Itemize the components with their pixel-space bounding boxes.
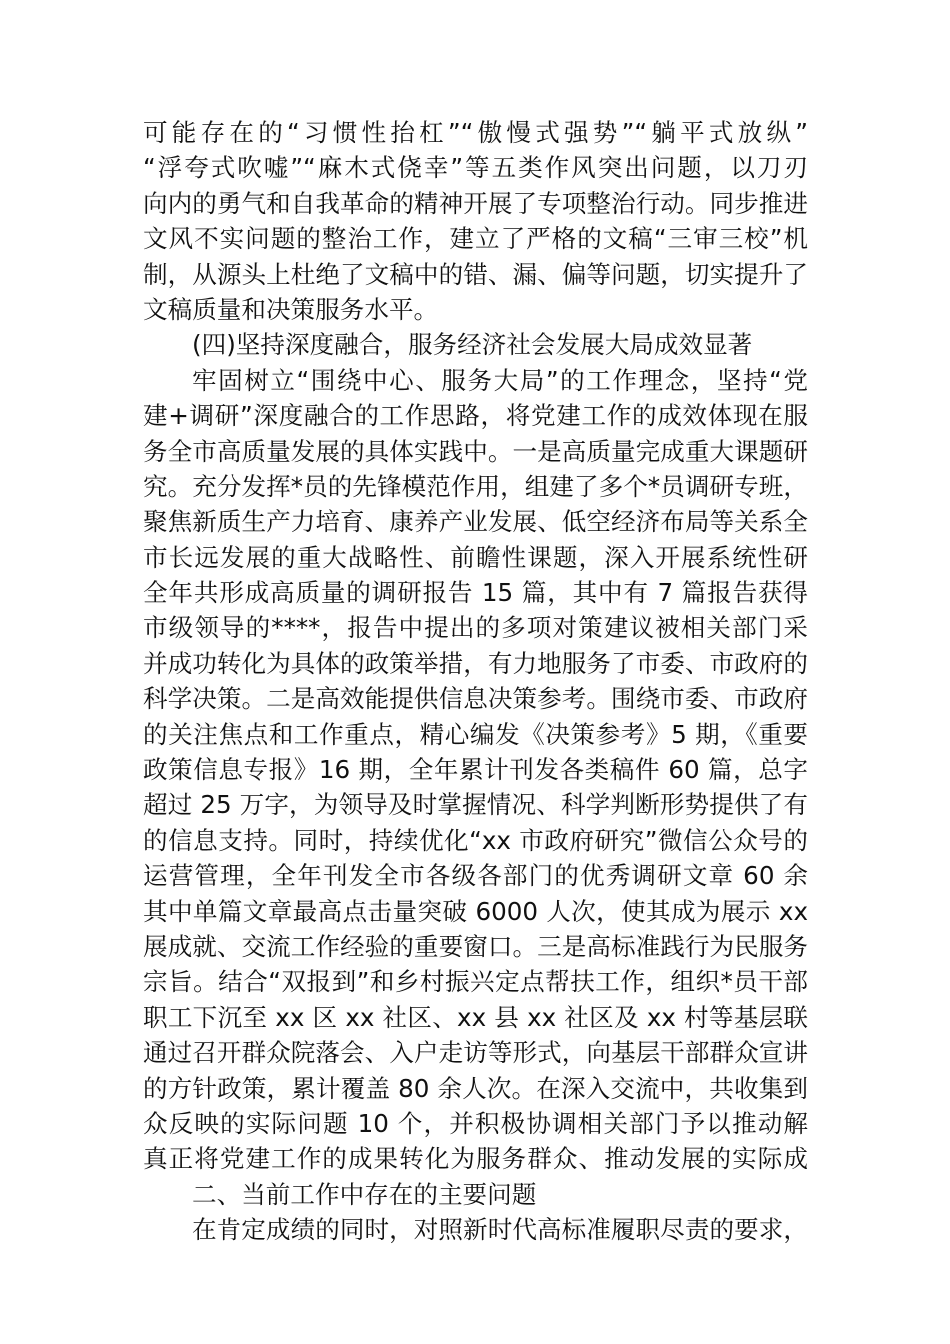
text-line: 聚焦新质生产力培育、康养产业发展、低空经济布局等关系全 (143, 507, 808, 537)
text-line: 职工下沉至 xx 区 xx 社区、xx 县 xx 社区及 xx 村等基层联 (143, 1002, 808, 1032)
text-line: 在肯定成绩的同时，对照新时代高标准履职尽责的要求， (192, 1215, 808, 1245)
text-line: 其中单篇文章最高点击量突破 6000 人次，使其成为展示 xx (143, 896, 808, 926)
text-line: 运营管理，全年刊发全市各级各部门的优秀调研文章 60 余 (143, 861, 808, 891)
text-line: 的关注焦点和工作重点，精心编发《决策参考》5 期，《重要 (143, 719, 808, 749)
text-line: 通过召开群众院落会、入户走访等形式，向基层干部群众宣讲 (143, 1038, 808, 1068)
text-line: 政策信息专报》16 期，全年累计刊发各类稿件 60 篇，总字 (143, 755, 808, 785)
text-line: 市长远发展的重大战略性、前瞻性课题，深入开展系统性研 (143, 542, 808, 572)
text-line: 文稿质量和决策服务水平。 (143, 294, 439, 324)
document-body (143, 115, 808, 1248)
text-line: 众反映的实际问题 10 个，并积极协调相关部门予以推动解 (143, 1108, 808, 1138)
text-line: 宗旨。结合“双报到”和乡村振兴定点帮扶工作，组织*员干部 (143, 967, 808, 997)
text-line: 可能存在的“习惯性抬杠”“傲慢式强势”“躺平式放纵” (143, 118, 808, 147)
text-line: 真正将党建工作的成果转化为服务群众、推动发展的实际成 (143, 1144, 808, 1174)
text-line: 并成功转化为具体的政策举措，有力地服务了市委、市政府的 (143, 648, 808, 678)
text-line: 务全市高质量发展的具体实践中。一是高质量完成重大课题研 (143, 436, 808, 466)
text-line: 究。充分发挥*员的先锋模范作用，组建了多个*员调研专班， (143, 471, 808, 501)
text-line: 全年共形成高质量的调研报告 15 篇，其中有 7 篇报告获得 (143, 578, 808, 608)
text-line: 牢固树立“围绕中心、服务大局”的工作理念，坚持“党 (192, 365, 808, 395)
text-line: 的信息支持。同时，持续优化“xx 市政府研究”微信公众号的 (143, 825, 808, 855)
text-line: 市级领导的****，报告中提出的多项对策建议被相关部门采 (143, 613, 808, 643)
text-line: 的方针政策，累计覆盖 80 余人次。在深入交流中，共收集到 (143, 1073, 808, 1103)
text-line: 建+调研”深度融合的工作思路，将党建工作的成效体现在服 (143, 401, 808, 431)
text-line: 制，从源头上杜绝了文稿中的错、漏、偏等问题，切实提升了 (143, 259, 808, 289)
text-line: 展成就、交流工作经验的重要窗口。三是高标准践行为民服务 (143, 931, 808, 961)
text-line: 超过 25 万字，为领导及时掌握情况、科学判断形势提供了有 (143, 790, 808, 820)
text-line: “浮夸式吹嘘”“麻木式侥幸”等五类作风突出问题，以刀刃 (143, 153, 808, 183)
text-line: 二、当前工作中存在的主要问题 (192, 1179, 537, 1209)
text-line: 科学决策。二是高效能提供信息决策参考。围绕市委、市政府 (143, 684, 808, 714)
text-line: 向内的勇气和自我革命的精神开展了专项整治行动。同步推进 (143, 188, 808, 218)
text-line: (四)坚持深度融合，服务经济社会发展大局成效显著 (192, 330, 753, 360)
text-line: 文风不实问题的整治工作，建立了严格的文稿“三审三校”机 (143, 224, 808, 254)
